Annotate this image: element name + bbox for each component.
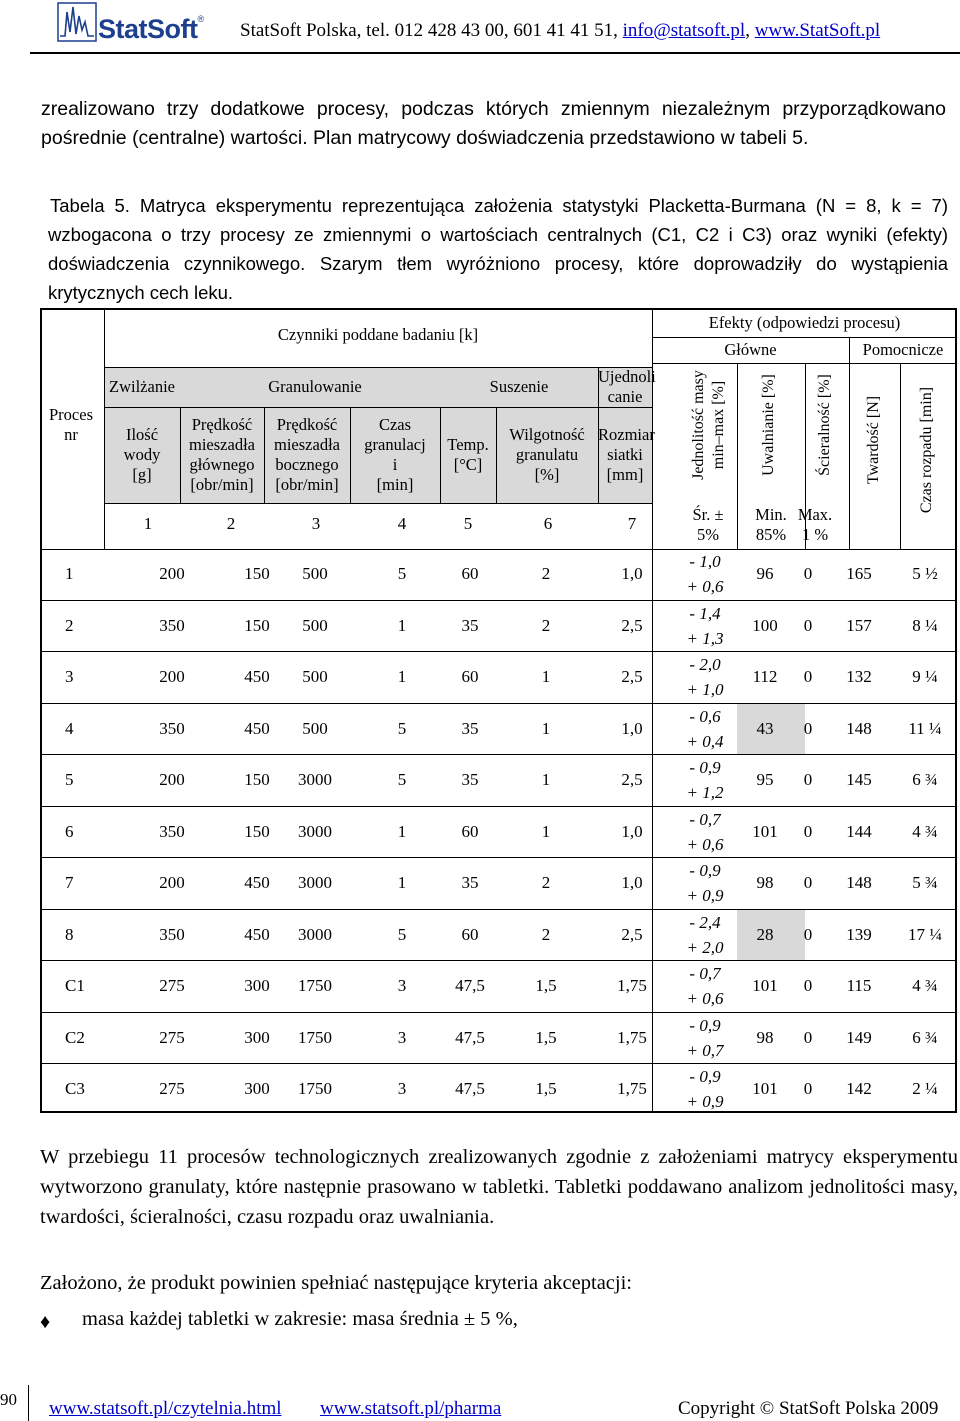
row-factor-value: 1,5 xyxy=(535,976,557,995)
effect-uniformity-1: Jednolitość masy xyxy=(690,370,707,480)
row-factor-value: 150 xyxy=(244,564,270,583)
row-factor-value: 450 xyxy=(244,924,270,944)
limit-friability: Max. xyxy=(797,505,833,524)
row-factor-value: 2,5 xyxy=(621,770,643,789)
row-process-id: 8 xyxy=(65,924,74,944)
experiment-matrix-table xyxy=(40,308,957,1113)
row-factor-value: 275 xyxy=(159,1027,185,1047)
row-hardness: 165 xyxy=(846,564,872,583)
row-factor-value: 1,0 xyxy=(621,873,643,892)
limit-uniformity: Śr. ± xyxy=(692,505,724,524)
row-factor-value: 200 xyxy=(159,770,185,789)
row-factor-value: 2,5 xyxy=(621,924,643,944)
factor-mesh: Rozmiar xyxy=(598,425,655,444)
row-factor-value: 275 xyxy=(159,976,185,995)
row-factor-value: 3000 xyxy=(298,873,332,892)
effects-title: Efekty (odpowiedzi procesu) xyxy=(708,313,901,332)
row-factor-value: 1 xyxy=(397,615,407,635)
row-release: 98 xyxy=(756,873,774,892)
row-factor-value: 35 xyxy=(461,718,479,738)
row-disintegration: 5 ¾ xyxy=(912,873,938,892)
factor-gran-time: granulacj xyxy=(364,435,426,454)
row-factor-value: 3 xyxy=(397,1027,407,1047)
table-rule xyxy=(900,363,901,549)
row-factor-value: 3000 xyxy=(298,924,332,944)
factor-side-speed: mieszadła xyxy=(274,435,340,454)
row-uniformity-max: + 0,6 xyxy=(686,577,724,596)
table-rule xyxy=(104,367,652,368)
row-process-id: 3 xyxy=(65,667,74,686)
intro-paragraph: zrealizowano trzy dodatkowe procesy, podczas których zmiennym niezależnym przyporządkowano pośrednie (centralne) wartości. Plan matrycowy doświadczenia przedstawiono w tabeli 5. xyxy=(41,98,946,149)
row-uniformity-max: + 0,6 xyxy=(686,989,724,1008)
row-uniformity-min: - 1,4 xyxy=(689,603,721,623)
row-factor-value: 5 xyxy=(397,924,407,944)
row-factor-value: 1,75 xyxy=(617,976,647,995)
row-factor-value: 60 xyxy=(461,667,479,686)
row-uniformity-min: - 0,6 xyxy=(689,706,721,726)
row-friability: 0 xyxy=(803,924,813,944)
table-row-divider xyxy=(40,857,957,858)
factor-main-speed: [obr/min] xyxy=(190,475,254,494)
row-release: 100 xyxy=(752,615,778,635)
limit-release: Min. xyxy=(755,505,787,524)
row-process-id: C3 xyxy=(65,1079,85,1098)
factors-title: Czynniki poddane badaniu [k] xyxy=(277,325,479,344)
row-factor-value: 150 xyxy=(244,615,270,635)
factor-main-speed: głównego xyxy=(189,455,255,474)
diamond-bullet-icon: ♦ xyxy=(40,1311,51,1333)
row-factor-value: 200 xyxy=(159,873,185,892)
row-factor-value: 1 xyxy=(541,770,551,789)
row-factor-value: 60 xyxy=(461,924,479,944)
factor-gran-time: i xyxy=(392,455,398,474)
row-factor-value: 2 xyxy=(541,615,551,635)
row-factor-value: 450 xyxy=(244,873,270,892)
row-release: 28 xyxy=(756,924,774,944)
row-uniformity-max: + 1,2 xyxy=(686,783,724,802)
effect-friability: Ścieralność [%] xyxy=(816,374,833,476)
row-release: 98 xyxy=(756,1027,774,1047)
row-hardness: 149 xyxy=(846,1027,872,1047)
factor-mesh: [mm] xyxy=(606,465,644,484)
row-factor-value: 5 xyxy=(397,564,407,583)
row-process-id: C2 xyxy=(65,1027,85,1047)
limit-uniformity: 5% xyxy=(697,525,719,544)
row-release: 43 xyxy=(756,718,774,738)
row-factor-value: 450 xyxy=(244,667,270,686)
row-factor-value: 350 xyxy=(159,821,185,841)
row-friability: 0 xyxy=(803,770,813,789)
row-factor-value: 500 xyxy=(302,718,328,738)
row-uniformity-max: + 0,7 xyxy=(686,1040,724,1060)
row-uniformity-max: + 1,0 xyxy=(686,680,724,699)
row-friability: 0 xyxy=(803,821,813,841)
table-rule xyxy=(652,337,957,338)
limit-release: 85% xyxy=(755,525,787,544)
table-row-divider xyxy=(40,600,957,601)
header-divider xyxy=(30,52,960,54)
group-uniform-1: Ujednoli xyxy=(598,367,656,386)
row-factor-value: 275 xyxy=(159,1079,185,1098)
row-uniformity-min: - 0,9 xyxy=(689,1015,721,1035)
table-row-divider xyxy=(40,806,957,807)
row-release: 101 xyxy=(752,1079,778,1098)
footer-link-pharma[interactable]: www.statsoft.pl/pharma xyxy=(320,1398,502,1419)
row-factor-value: 1,0 xyxy=(621,564,643,583)
website-link[interactable]: www.StatSoft.pl xyxy=(754,20,881,41)
footer-divider xyxy=(28,1385,29,1421)
table-row-divider xyxy=(40,754,957,755)
row-hardness: 144 xyxy=(846,821,872,841)
factor-water: [g] xyxy=(132,465,152,484)
row-uniformity-min: - 2,4 xyxy=(689,912,721,932)
factor-number: 5 xyxy=(463,514,473,533)
row-factor-value: 1 xyxy=(397,873,407,892)
row-friability: 0 xyxy=(803,976,813,995)
row-factor-value: 1,0 xyxy=(621,718,643,738)
group-wetting: Zwilżanie xyxy=(109,377,175,396)
row-uniformity-min: - 0,9 xyxy=(689,861,721,880)
row-uniformity-max: + 0,4 xyxy=(686,731,724,751)
row-factor-value: 300 xyxy=(244,1027,270,1047)
row-hardness: 148 xyxy=(846,718,872,738)
row-uniformity-min: - 0,9 xyxy=(689,1067,721,1086)
row-factor-value: 1 xyxy=(397,667,407,686)
row-disintegration: 4 ¾ xyxy=(912,821,938,841)
row-factor-value: 3000 xyxy=(298,770,332,789)
statsoft-logo-text: StatSoft® xyxy=(98,14,204,44)
row-factor-value: 1 xyxy=(541,667,551,686)
row-hardness: 132 xyxy=(846,667,872,686)
row-factor-value: 47,5 xyxy=(455,1027,485,1047)
table-rule xyxy=(104,503,652,504)
row-process-id: 5 xyxy=(65,770,74,789)
row-factor-value: 5 xyxy=(397,770,407,789)
row-factor-value: 2,5 xyxy=(621,667,643,686)
factor-main-speed: mieszadła xyxy=(189,435,255,454)
row-disintegration: 9 ¼ xyxy=(912,667,938,686)
footer-link-czytelnia[interactable]: www.statsoft.pl/czytelnia.html xyxy=(49,1398,282,1419)
row-disintegration: 11 ¼ xyxy=(908,718,942,738)
row-friability: 0 xyxy=(803,873,813,892)
row-uniformity-min: - 0,9 xyxy=(689,758,721,777)
email-link[interactable]: info@statsoft.pl xyxy=(622,20,746,41)
row-factor-value: 300 xyxy=(244,1079,270,1098)
table-row-divider xyxy=(40,651,957,652)
row-factor-value: 300 xyxy=(244,976,270,995)
table-row-divider xyxy=(40,1063,957,1064)
row-factor-value: 450 xyxy=(244,718,270,738)
row-friability: 0 xyxy=(803,718,813,738)
row-factor-value: 47,5 xyxy=(455,976,485,995)
row-factor-value: 35 xyxy=(461,770,479,789)
row-disintegration: 17 ¼ xyxy=(908,924,942,944)
factor-mesh: siatki xyxy=(607,445,643,464)
row-process-id: C1 xyxy=(65,976,85,995)
row-factor-value: 3 xyxy=(397,976,407,995)
row-factor-value: 2,5 xyxy=(621,615,643,635)
row-factor-value: 1 xyxy=(397,821,407,841)
row-uniformity-min: - 0,7 xyxy=(689,964,721,983)
page-number: 90 xyxy=(0,1390,17,1409)
row-friability: 0 xyxy=(803,1027,813,1047)
row-friability: 0 xyxy=(803,564,813,583)
row-disintegration: 2 ¼ xyxy=(912,1079,938,1098)
criteria-intro: Założono, że produkt powinien spełniać następujące kryteria akceptacji: xyxy=(40,1272,632,1294)
row-factor-value: 200 xyxy=(159,564,185,583)
row-friability: 0 xyxy=(803,667,813,686)
factor-gran-time: Czas xyxy=(378,415,412,434)
row-uniformity-min: - 2,0 xyxy=(689,655,721,674)
row-uniformity-max: + 2,0 xyxy=(686,937,724,957)
factor-main-speed: Prędkość xyxy=(191,415,253,434)
row-factor-value: 47,5 xyxy=(455,1079,485,1098)
row-disintegration: 4 ¾ xyxy=(912,976,938,995)
row-release: 95 xyxy=(756,770,774,789)
row-release: 96 xyxy=(756,564,774,583)
row-hardness: 139 xyxy=(846,924,872,944)
row-factor-value: 2 xyxy=(541,873,551,892)
row-disintegration: 8 ¼ xyxy=(912,615,938,635)
row-friability: 0 xyxy=(803,1079,813,1098)
factor-number: 7 xyxy=(627,514,637,533)
row-factor-value: 35 xyxy=(461,873,479,892)
factor-number: 6 xyxy=(543,514,553,533)
row-factor-value: 1750 xyxy=(298,1027,332,1047)
row-factor-value: 350 xyxy=(159,615,185,635)
table-rule xyxy=(849,337,850,549)
statsoft-logo-icon xyxy=(57,2,97,42)
table-row-divider xyxy=(40,960,957,961)
row-uniformity-min: - 0,7 xyxy=(689,809,721,829)
row-factor-value: 2 xyxy=(541,564,551,583)
factor-temp: [°C] xyxy=(453,455,483,474)
factor-water: wody xyxy=(123,445,161,464)
row-factor-value: 1 xyxy=(541,718,551,738)
row-factor-value: 35 xyxy=(461,615,479,635)
row-uniformity-max: + 0,6 xyxy=(686,834,724,854)
row-factor-value: 1,0 xyxy=(621,821,643,841)
row-factor-value: 1,5 xyxy=(535,1027,557,1047)
row-factor-value: 60 xyxy=(461,821,479,841)
factor-number: 4 xyxy=(397,514,407,533)
row-factor-value: 350 xyxy=(159,924,185,944)
table-row-divider xyxy=(40,703,957,704)
row-factor-value: 3 xyxy=(397,1079,407,1098)
table-row-divider xyxy=(40,909,957,910)
factor-side-speed: bocznego xyxy=(275,455,339,474)
row-disintegration: 6 ¾ xyxy=(912,1027,938,1047)
row-uniformity-max: + 0,9 xyxy=(686,1092,724,1111)
process-number-header: Proces nr xyxy=(49,405,93,444)
row-release: 112 xyxy=(752,667,778,686)
row-factor-value: 350 xyxy=(159,718,185,738)
row-disintegration: 5 ½ xyxy=(912,564,938,583)
results-paragraph: W przebiegu 11 procesów technologicznych zrealizowanych zgodnie z założeniami matrycy eksperymentu wytworzono granulaty, które następnie prasowano w tabletki. Tabletki poddawano analizom jednolitości masy, twardości, ścieralności, czasu rozpadu oraz uwalniania. xyxy=(40,1146,958,1228)
group-uniform-2: canie xyxy=(607,387,643,406)
table-rule xyxy=(104,407,652,408)
row-factor-value: 1 xyxy=(541,821,551,841)
row-hardness: 157 xyxy=(846,615,872,635)
factor-gran-time: [min] xyxy=(376,475,414,494)
row-factor-value: 200 xyxy=(159,667,185,686)
effects-aux: Pomocnicze xyxy=(862,340,944,359)
factor-side-speed: Prędkość xyxy=(276,415,338,434)
row-release: 101 xyxy=(752,976,778,995)
row-factor-value: 2 xyxy=(541,924,551,944)
row-process-id: 1 xyxy=(65,564,74,583)
effect-disintegration: Czas rozpadu [min] xyxy=(918,386,935,514)
row-hardness: 145 xyxy=(846,770,872,789)
row-process-id: 4 xyxy=(65,718,74,738)
limit-friability: 1 % xyxy=(801,525,829,544)
row-disintegration: 6 ¾ xyxy=(912,770,938,789)
factor-temp: Temp. xyxy=(447,435,489,454)
row-uniformity-max: + 1,3 xyxy=(686,628,724,648)
row-factor-value: 500 xyxy=(302,667,328,686)
criteria-item: masa każdej tabletki w zakresie: masa średnia ± 5 %, xyxy=(82,1308,518,1330)
row-factor-value: 1750 xyxy=(298,976,332,995)
factor-water: Ilość xyxy=(125,425,159,444)
row-factor-value: 150 xyxy=(244,821,270,841)
row-friability: 0 xyxy=(803,615,813,635)
effect-release: Uwalnianie [%] xyxy=(760,374,777,476)
factor-moisture: granulatu xyxy=(515,445,579,464)
row-hardness: 148 xyxy=(846,873,872,892)
row-uniformity-max: + 0,9 xyxy=(686,886,724,905)
footer-copyright: Copyright © StatSoft Polska 2009 xyxy=(678,1398,939,1419)
header-contact: StatSoft Polska, tel. 012 428 43 00, 601 41 41 51, info@statsoft.pl, www.StatSoft.pl xyxy=(240,20,881,41)
row-factor-value: 500 xyxy=(302,564,328,583)
factor-side-speed: [obr/min] xyxy=(275,475,339,494)
row-factor-value: 1,75 xyxy=(617,1079,647,1098)
row-factor-value: 1,75 xyxy=(617,1027,647,1047)
row-uniformity-min: - 1,0 xyxy=(689,552,721,571)
row-process-id: 6 xyxy=(65,821,74,841)
row-release: 101 xyxy=(752,821,778,841)
table-row-divider xyxy=(40,1012,957,1013)
row-process-id: 7 xyxy=(65,873,74,892)
row-factor-value: 1750 xyxy=(298,1079,332,1098)
factor-moisture: [%] xyxy=(534,465,560,484)
factor-number: 3 xyxy=(311,514,321,533)
row-hardness: 115 xyxy=(846,976,872,995)
row-factor-value: 5 xyxy=(397,718,407,738)
group-granulation: Granulowanie xyxy=(268,377,362,396)
group-drying: Suszenie xyxy=(489,377,549,396)
effect-hardness: Twardość [N] xyxy=(865,395,882,485)
effect-uniformity-2: min–max [%] xyxy=(710,380,727,470)
header-body-divider xyxy=(40,549,957,550)
row-factor-value: 150 xyxy=(244,770,270,789)
factor-number: 1 xyxy=(143,514,153,533)
row-factor-value: 500 xyxy=(302,615,328,635)
row-factor-value: 3000 xyxy=(298,821,332,841)
factor-moisture: Wilgotność xyxy=(509,425,585,444)
row-hardness: 142 xyxy=(846,1079,872,1098)
table-caption: Tabela 5. Matryca eksperymentu reprezentująca założenia statystyki Placketta-Burmana (N = 8, k = 7) wzbogacona o trzy procesy ze zmiennymi o wartościach centralnych (C1, C2 i C3) oraz wyniki (efekty) doświadczenia czynnikowego. Szarym tłem wyróżniono procesy, które doprowadziły do wystąpienia krytycznych cech leku. xyxy=(48,195,948,303)
row-factor-value: 60 xyxy=(461,564,479,583)
factor-number: 2 xyxy=(226,514,236,533)
row-process-id: 2 xyxy=(65,615,74,635)
effects-main: Główne xyxy=(724,340,777,359)
row-factor-value: 1,5 xyxy=(535,1079,557,1098)
